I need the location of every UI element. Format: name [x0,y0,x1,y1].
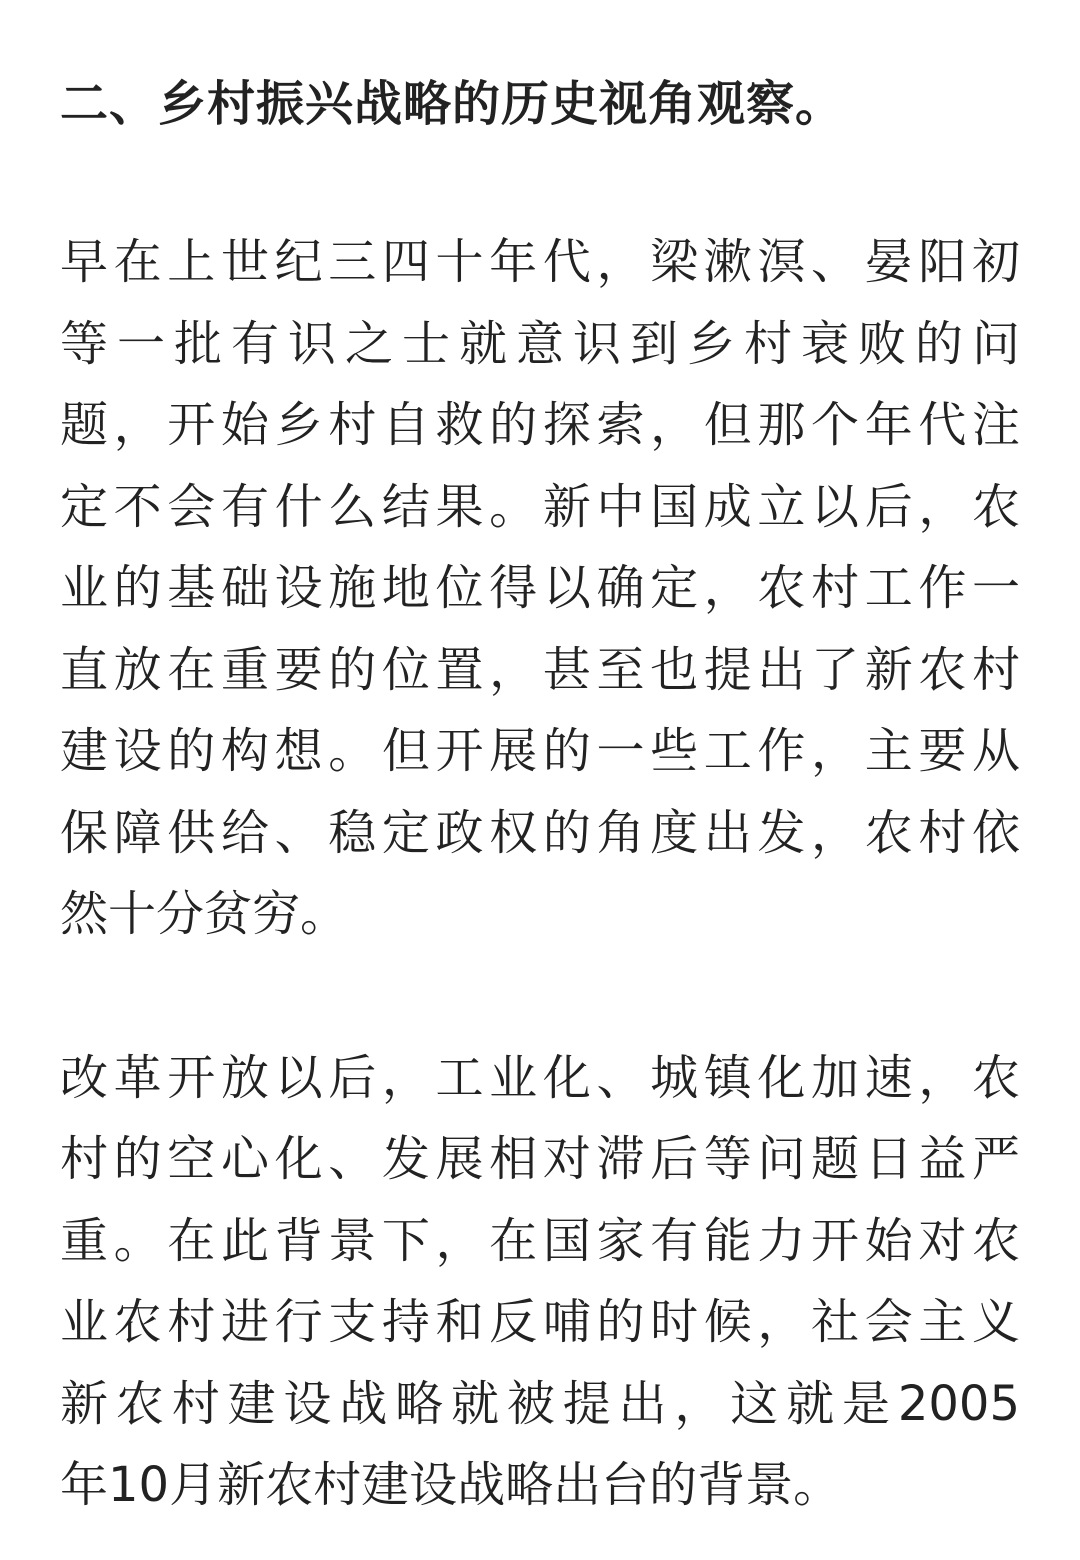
text-line: 改革开放以后，工业化、城镇化加速，农 [60,1049,1020,1106]
text-line: 早在上世纪三四十年代，梁漱溟、晏阳初 [60,234,1020,290]
text-line: 直放在重要的位置，甚至也提出了新农村 [60,641,1020,698]
text-line: 重。在此背景下，在国家有能力开始对农 [60,1212,1020,1269]
text-line: 业的基础设施地位得以确定，农村工作一 [60,560,1020,616]
text-line: 年10月新农村建设战略出台的背景。 [60,1457,842,1513]
text-line: 等一批有识之士就意识到乡村衰败的问 [60,315,1020,372]
section-heading: 二、乡村振兴战略的历史视角观察。 [60,76,845,132]
text-line: 村的空心化、发展相对滞后等问题日益严 [60,1131,1020,1187]
text-line: 新农村建设战略就被提出，这就是2005 [60,1375,1020,1432]
text-line: 建设的构想。但开展的一些工作，主要从 [60,723,1020,779]
paragraph-early-history [60,222,1020,956]
article [60,68,1020,1527]
text-line: 题，开始乡村自救的探索，但那个年代注 [60,397,1020,453]
text-line: 定不会有什么结果。新中国成立以后，农 [60,478,1020,535]
text-line: 然十分贫穷。 [60,886,349,942]
paragraph-reform-era [60,1038,1020,1527]
text-line: 保障供给、稳定政权的角度出发，农村依 [60,804,1020,861]
text-line: 业农村进行支持和反哺的时候，社会主义 [60,1294,1020,1350]
